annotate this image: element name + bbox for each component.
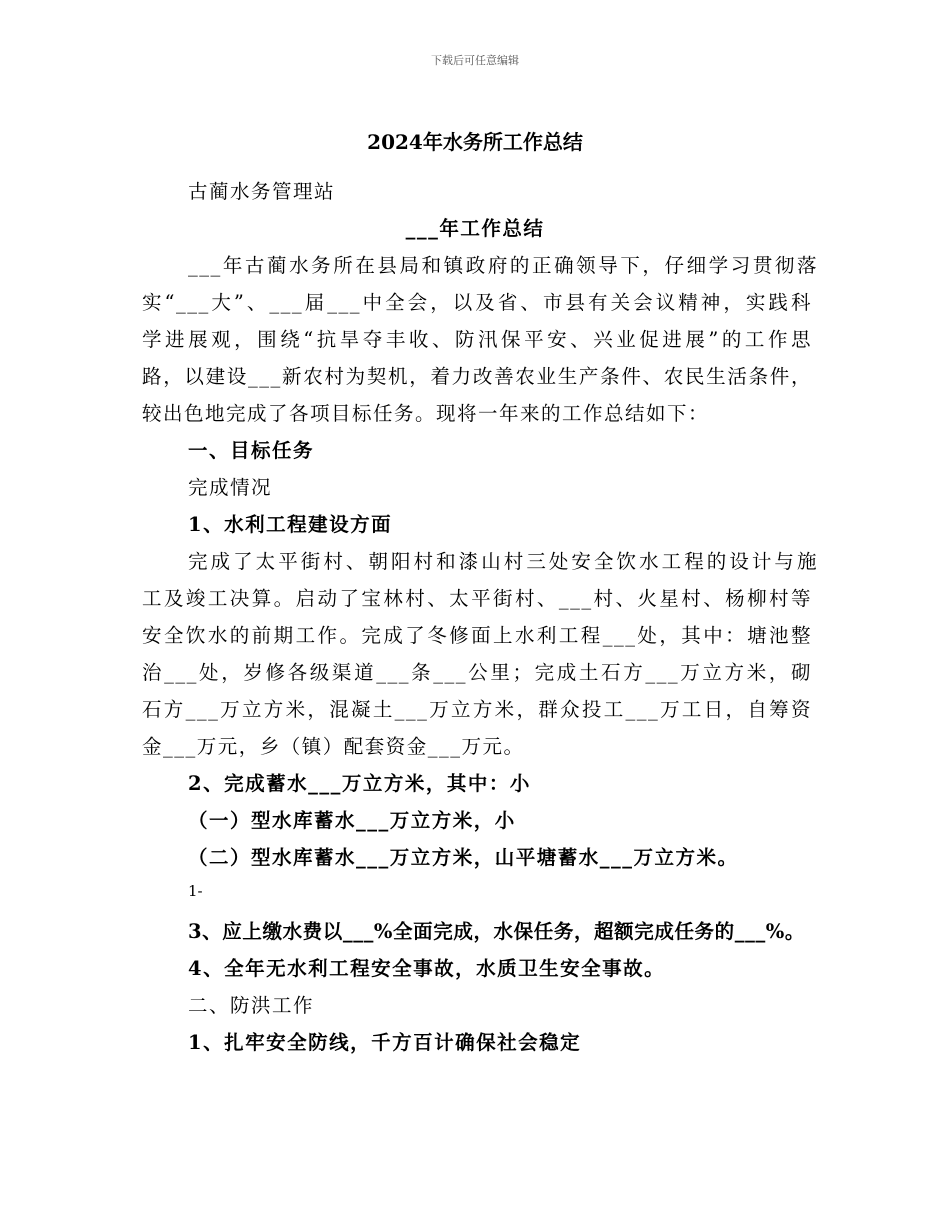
body-line: 工及竣工决算。启动了宝林村、太平街村、___村、火星村、杨柳村等 [142, 587, 812, 610]
intro-line: 实“___大”、___届___中全会，以及省、市县有关会议精神，实践科 [142, 291, 812, 314]
item-heading: 4、全年无水利工程安全事故，水质卫生安全事故。 [188, 957, 666, 980]
intro-line: 较出色地完成了各项目标任务。现将一年来的工作总结如下： [142, 402, 710, 425]
section-subtitle: ___年工作总结 [405, 217, 545, 240]
body-line: 安全饮水的前期工作。完成了冬修面上水利工程___处，其中：塘池整 [142, 624, 812, 647]
section-subheading: 完成情况 [188, 476, 273, 499]
section-heading: 一、目标任务 [188, 439, 315, 462]
body-line: 金___万元，乡（镇）配套资金___万元。 [142, 735, 525, 758]
page-header: 下载后可任意编辑 [431, 54, 519, 67]
item-heading: （二）型水库蓄水___万立方米，山平塘蓄水___万立方米。 [188, 846, 739, 869]
item-heading: 1、扎牢安全防线，千方百计确保社会稳定 [188, 1031, 582, 1054]
section-heading: 二、防洪工作 [188, 994, 315, 1017]
intro-line: 路，以建设___新农村为契机，着力改善农业生产条件、农民生活条件， [142, 365, 812, 388]
item-heading: 3、应上缴水费以___%全面完成，水保任务，超额完成任务的___%。 [188, 920, 806, 943]
intro-line: 学进展观，围绕“抗旱夺丰收、防汛保平安、兴业促进展”的工作思 [142, 328, 812, 351]
document-title: 2024年水务所工作总结 [367, 130, 583, 154]
body-line: 治___处，岁修各级渠道___条___公里；完成土石方___万立方米，砌 [142, 661, 812, 684]
item-heading: 2、完成蓄水___万立方米，其中：小 [188, 772, 531, 795]
item-heading: 1、水利工程建设方面 [188, 513, 393, 536]
body-line: 石方___万立方米，混凝土___万立方米，群众投工___万工日，自筹资 [142, 698, 812, 721]
organization-name: 古蔺水务管理站 [188, 180, 336, 203]
item-heading: （一）型水库蓄水___万立方米，小 [188, 809, 516, 832]
body-line: 完成了太平街村、朝阳村和漆山村三处安全饮水工程的设计与施 [188, 550, 818, 573]
page-marker: 1- [188, 882, 203, 900]
intro-line: ___年古蔺水务所在县局和镇政府的正确领导下，仔细学习贯彻落 [188, 254, 818, 277]
